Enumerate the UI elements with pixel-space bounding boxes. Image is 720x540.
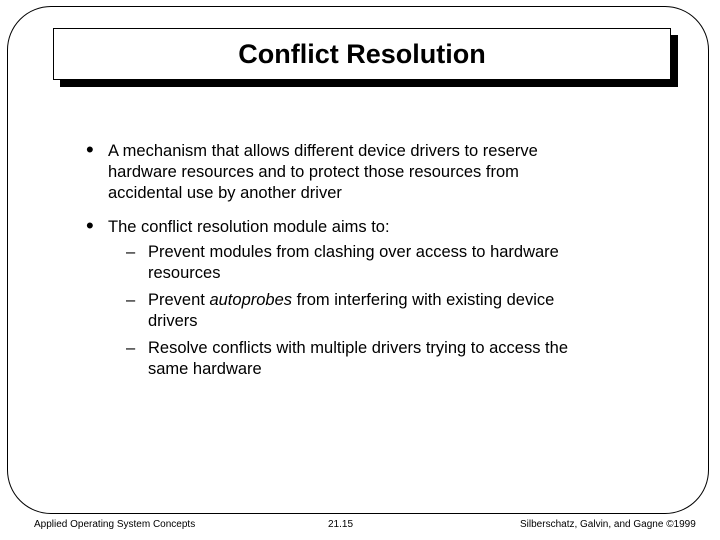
bullet-line: hardware resources and to protect those resources from [108,163,519,181]
title-box [53,28,671,80]
dash-marker: – [126,243,136,261]
subitem-line: drivers [148,312,198,330]
bullet-line: A mechanism that allows different device drivers to reserve [108,142,538,160]
footer-copyright: Silberschatz, Galvin, and Gagne ©1999 [520,519,696,530]
dash-marker: – [126,291,136,309]
subitem-text [148,338,628,380]
dash-marker: – [126,339,136,357]
slide-title: Conflict Resolution [238,38,486,69]
bullet-line: The conflict resolution module aims to: [108,218,390,236]
bullet-marker: • [86,213,94,238]
subitem-emphasis: autoprobes [209,291,293,309]
subitem-line: Resolve conflicts with multiple drivers trying to access the [148,339,568,357]
subitem-text [148,242,628,284]
subitem-text-pre: Prevent [148,291,210,309]
bullet-item-mechanism [108,141,608,204]
bullet-line: accidental use by another driver [108,184,342,202]
bullet-item-aims [108,217,608,238]
footer-course: Applied Operating System Concepts [34,519,196,530]
subitem-line: Prevent modules from clashing over access to hardware [148,243,559,261]
subitem-text [148,290,628,332]
subitem-line: same hardware [148,360,262,378]
subitem-text-post: from interfering with existing device [292,291,555,309]
subitem-line [148,290,628,311]
subitem-line: resources [148,264,221,282]
footer-page-number: 21.15 [328,519,354,530]
bullet-marker: • [86,137,94,162]
